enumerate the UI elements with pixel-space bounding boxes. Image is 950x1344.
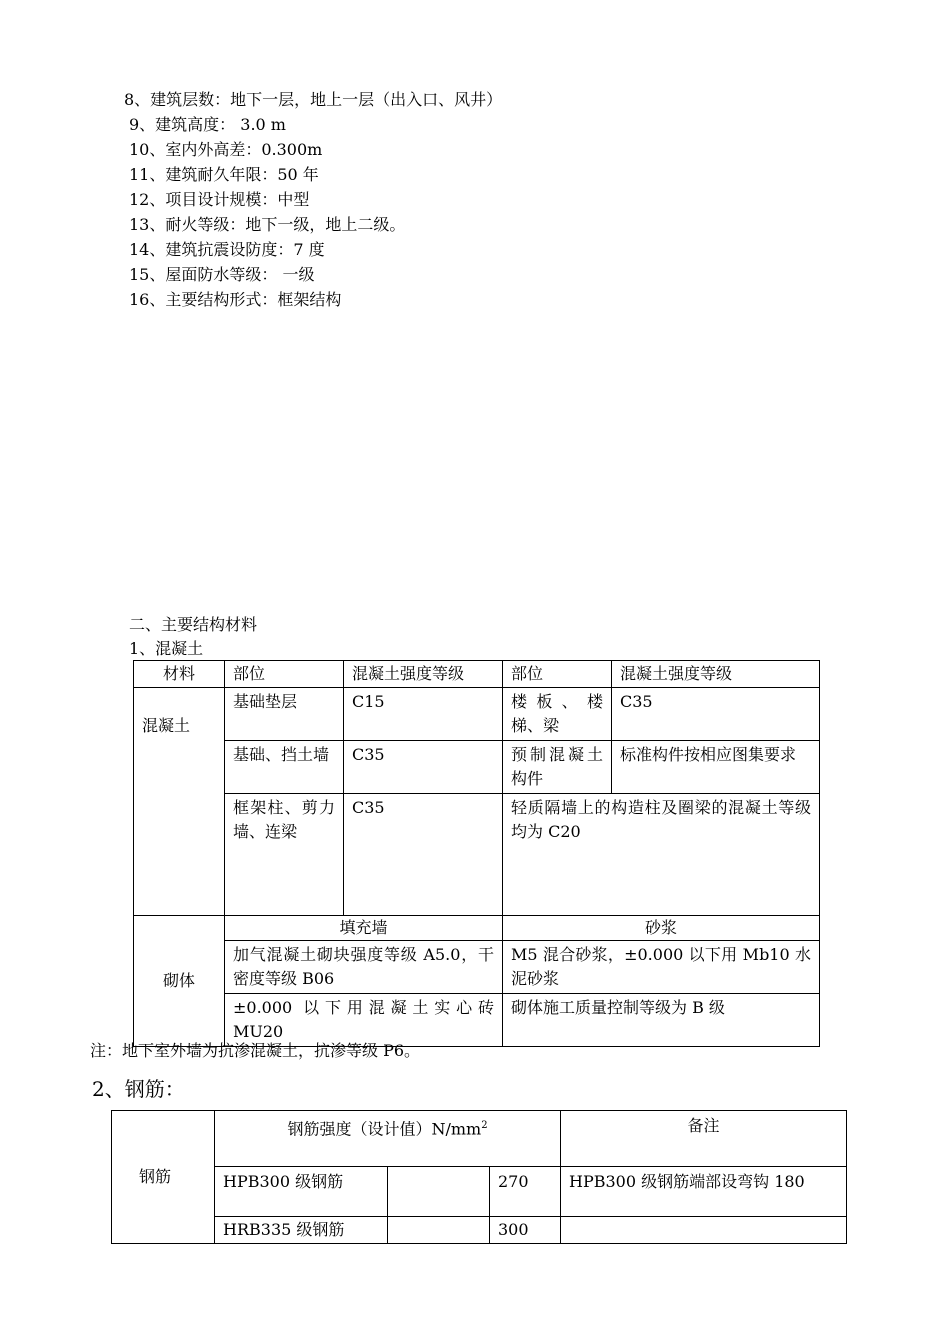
info-line: 12、项目设计规模：中型: [129, 190, 310, 209]
rebar-note: HPB300 级钢筋端部设弯钩 180: [561, 1167, 847, 1217]
concrete-heading: 1、混凝土: [129, 639, 204, 658]
table-cell: 基础垫层: [225, 688, 344, 741]
note: 注：地下室外墙为抗渗混凝土，抗渗等级 P6。: [90, 1041, 421, 1060]
rebar-name: HRB335 级钢筋: [215, 1217, 388, 1244]
info-line: 9、建筑高度： 3.0 m: [129, 115, 286, 134]
table-cell: 轻质隔墙上的构造柱及圈梁的混凝土等级均为 C20: [503, 794, 820, 916]
header-location: 部位: [225, 661, 344, 688]
header-material: 材料: [134, 661, 225, 688]
info-line: 16、主要结构形式：框架结构: [129, 290, 342, 309]
info-line: 10、室内外高差：0.300m: [129, 140, 323, 159]
section-title: 二、主要结构材料: [129, 615, 258, 634]
rebar-table: [111, 1110, 847, 1244]
header-grade-2: 混凝土强度等级: [612, 661, 820, 688]
info-line: 11、建筑耐久年限：50 年: [129, 165, 319, 184]
table-cell: 砌体施工质量控制等级为 B 级: [503, 994, 820, 1047]
rebar-value: 270: [490, 1167, 561, 1217]
rebar-label: 钢筋: [112, 1111, 215, 1244]
info-line: 8、建筑层数：地下一层，地上一层（出入口、风井）: [124, 90, 503, 109]
table-cell: 基础、挡土墙: [225, 741, 344, 794]
rebar-header-note: 备注: [561, 1111, 847, 1167]
table-cell: ±0.000 以下用混凝土实心砖 MU20: [225, 994, 503, 1047]
rebar-blank: [388, 1217, 490, 1244]
info-line: 15、屋面防水等级： 一级: [129, 265, 315, 284]
rebar-header-strength-text: 钢筋强度（设计值）N/mm: [287, 1119, 482, 1139]
concrete-table: [133, 660, 820, 1047]
rebar-header-strength: [215, 1111, 561, 1167]
masonry-header-mortar: 砂浆: [503, 916, 820, 941]
rebar-blank: [388, 1167, 490, 1217]
table-cell: 加气混凝土砌块强度等级 A5.0，干密度等级 B06: [225, 941, 503, 994]
table-cell: 预制混凝土构件: [503, 741, 612, 794]
table-cell: C35: [612, 688, 820, 741]
table-cell: M5 混合砂浆，±0.000 以下用 Mb10 水泥砂浆: [503, 941, 820, 994]
info-line: 13、耐火等级：地下一级，地上二级。: [129, 215, 406, 234]
info-line: 14、建筑抗震设防度：7 度: [129, 240, 325, 259]
rebar-note: [561, 1217, 847, 1244]
table-cell: C35: [344, 741, 503, 794]
table-cell: C15: [344, 688, 503, 741]
table-cell: 框架柱、剪力墙、连梁: [225, 794, 344, 916]
material-masonry: 砌体: [134, 916, 225, 1047]
material-concrete-label: 混凝土: [142, 716, 191, 735]
table-cell: 标准构件按相应图集要求: [612, 741, 820, 794]
rebar-value: 300: [490, 1217, 561, 1244]
header-location-2: 部位: [503, 661, 612, 688]
rebar-heading: 2、钢筋：: [92, 1077, 185, 1101]
rebar-header-strength-sup: 2: [481, 1120, 488, 1131]
material-concrete: [134, 688, 225, 916]
table-cell: C35: [344, 794, 503, 916]
masonry-header-infill: 填充墙: [225, 916, 503, 941]
rebar-name: HPB300 级钢筋: [215, 1167, 388, 1217]
table-cell: 楼板、楼梯、梁: [503, 688, 612, 741]
header-grade: 混凝土强度等级: [344, 661, 503, 688]
